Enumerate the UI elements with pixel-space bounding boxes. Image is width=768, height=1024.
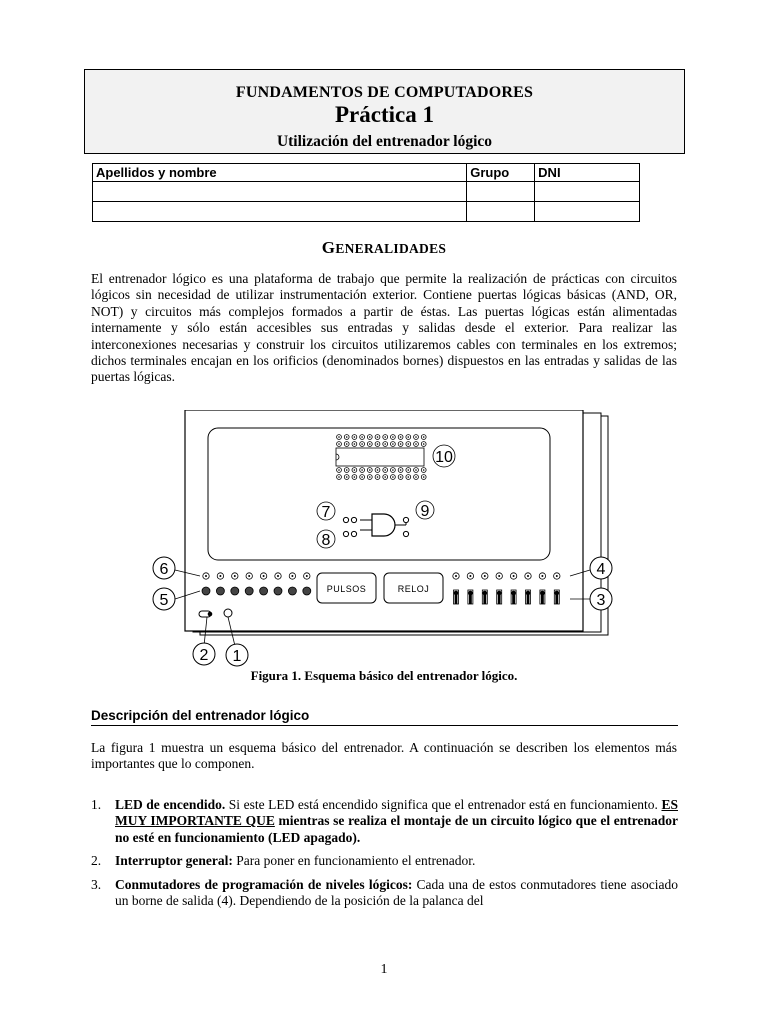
column-dni: DNI xyxy=(535,164,640,182)
description-intro: La figura 1 muestra un esquema básico del entrenador. A continuación se describen los elementos más importantes que lo componen. xyxy=(91,740,677,772)
callout-9-label: 9 xyxy=(420,503,430,520)
table-row xyxy=(93,182,640,202)
components-list xyxy=(91,797,678,916)
list-item-number: 3. xyxy=(91,876,102,892)
ic-chip xyxy=(336,448,424,466)
practice-title: Práctica 1 xyxy=(335,102,434,127)
list-item-number: 1. xyxy=(91,797,102,812)
figure-caption: Figura 1. Esquema básico del entrenador lógico. xyxy=(250,668,518,683)
column-name: Apellidos y nombre xyxy=(93,164,467,182)
callout-7-label: 7 xyxy=(321,504,331,521)
course-title: FUNDAMENTOS DE COMPUTADORES xyxy=(235,84,534,101)
list-item xyxy=(91,797,678,846)
callout-6-label: 6 xyxy=(159,561,169,578)
pulsos-button-label: PULSOS xyxy=(326,584,367,594)
list-item-number: 2. xyxy=(91,853,102,869)
intro-paragraph: El entrenador lógico es una plataforma de trabajo que permite la realización de prácticas con circuitos lógicos sin necesidad de utilizar instrumentación exterior. Contiene puertas lógicas básicas (AND, OR, NOT) y circuitos más complejos formados a partir de éstas. Las puertas lógicas están alimentadas internamente y sólo están accesibles sus entradas y salidas desde el exterior. Para realizar las interconexiones necesarias y construir los circuitos utilizaremos cables con terminales en los extremos; dichos terminales encajan en los orificios (denominados bornes) dispuestos en las entradas y salidas de las puertas lógicas. xyxy=(91,271,677,385)
output-led xyxy=(274,587,282,595)
section-title-initial: G xyxy=(321,238,336,257)
list-item-text: Si este LED está encendido significa que el entrenador está en funcionamiento. xyxy=(225,797,662,812)
student-info-table xyxy=(92,163,640,222)
reloj-button-label: RELOJ xyxy=(397,584,430,594)
warning-lead: ES MUY IMPORTANTE QUE xyxy=(115,797,678,829)
column-group: Grupo xyxy=(467,164,535,182)
subsection-title: Descripción del entrenador lógico xyxy=(91,708,678,726)
callout-4-label: 4 xyxy=(596,561,606,578)
output-led xyxy=(216,587,224,595)
list-item-text: Para poner en funcionamiento el entrenador. xyxy=(232,853,476,869)
list-item xyxy=(91,877,678,910)
name-cell[interactable] xyxy=(93,182,467,202)
table-header-row xyxy=(93,164,640,182)
output-led xyxy=(202,587,210,595)
output-led xyxy=(245,587,253,595)
list-item-term: LED de encendido. xyxy=(115,797,226,812)
section-title-rest: ENERALIDADES xyxy=(335,241,447,256)
output-led xyxy=(260,587,268,595)
practice-subtitle: Utilización del entrenador lógico xyxy=(276,133,493,150)
output-led xyxy=(231,587,239,595)
section-title xyxy=(0,238,768,258)
callout-3-label: 3 xyxy=(596,592,606,609)
callout-8-label: 8 xyxy=(321,532,331,549)
group-cell[interactable] xyxy=(467,182,535,202)
list-item-term: Interruptor general: xyxy=(115,853,233,869)
output-led xyxy=(303,587,311,595)
name-cell[interactable] xyxy=(93,202,467,222)
warning-text: mientras se realiza el montaje de un circuito lógico que el entrenador no esté en funcionamiento (LED apagado) xyxy=(115,813,679,845)
list-item-term: Conmutadores de programación de niveles lógicos: xyxy=(115,876,413,892)
list-item xyxy=(91,853,678,869)
group-cell[interactable] xyxy=(467,202,535,222)
table-row xyxy=(93,202,640,222)
callout-5-label: 5 xyxy=(159,592,169,609)
power-led xyxy=(224,609,232,617)
callout-10-label: 10 xyxy=(435,449,453,466)
dni-cell[interactable] xyxy=(535,202,640,222)
page-number: 1 xyxy=(380,962,388,977)
callout-2-label: 2 xyxy=(199,647,209,664)
title-box xyxy=(84,69,685,154)
list-item-text: Cada una de estos conmutadores tiene asociado un borne de salida (4). Dependiendo de la posición de la palanca del xyxy=(115,876,678,909)
trainer-diagram xyxy=(150,410,620,670)
output-led xyxy=(288,587,296,595)
callout-1-label: 1 xyxy=(232,648,242,665)
list-item-end: . xyxy=(356,829,361,845)
dni-cell[interactable] xyxy=(535,182,640,202)
